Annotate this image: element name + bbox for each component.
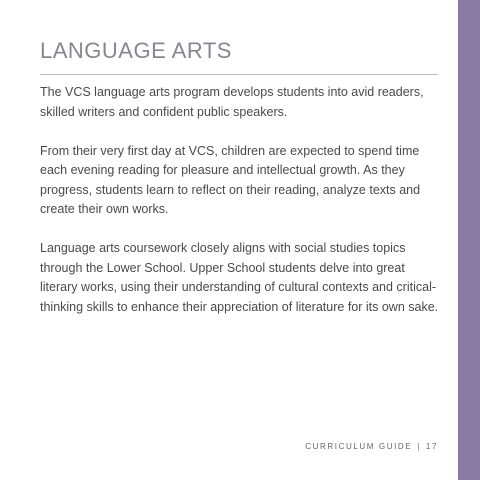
paragraph-reading: From their very first day at VCS, children are expected to spend time each evening reading for pleasure and intellectual growth. As they progress, students learn to reflect on their reading, analyze texts and create their own works. <box>40 143 421 216</box>
page-number: 17 <box>425 442 438 451</box>
footer-separator: | <box>417 442 421 451</box>
side-accent-bar <box>458 0 480 480</box>
title-divider <box>40 74 438 75</box>
body-text <box>40 83 440 337</box>
paragraph-coursework: Language arts coursework closely aligns with social studies topics through the Lower School. Upper School students delve into great literary works, using their understanding of cultural contexts and critical-thinking skills to enhance their appreciation of literature for its own sake. <box>40 241 439 314</box>
paragraph-intro: The VCS language arts program develops students into avid readers, skilled writers and confident public speakers. <box>40 85 424 119</box>
section-title: LANGUAGE ARTS <box>40 38 232 63</box>
page-footer <box>305 441 438 453</box>
footer-label: CURRICULUM GUIDE <box>305 442 413 451</box>
